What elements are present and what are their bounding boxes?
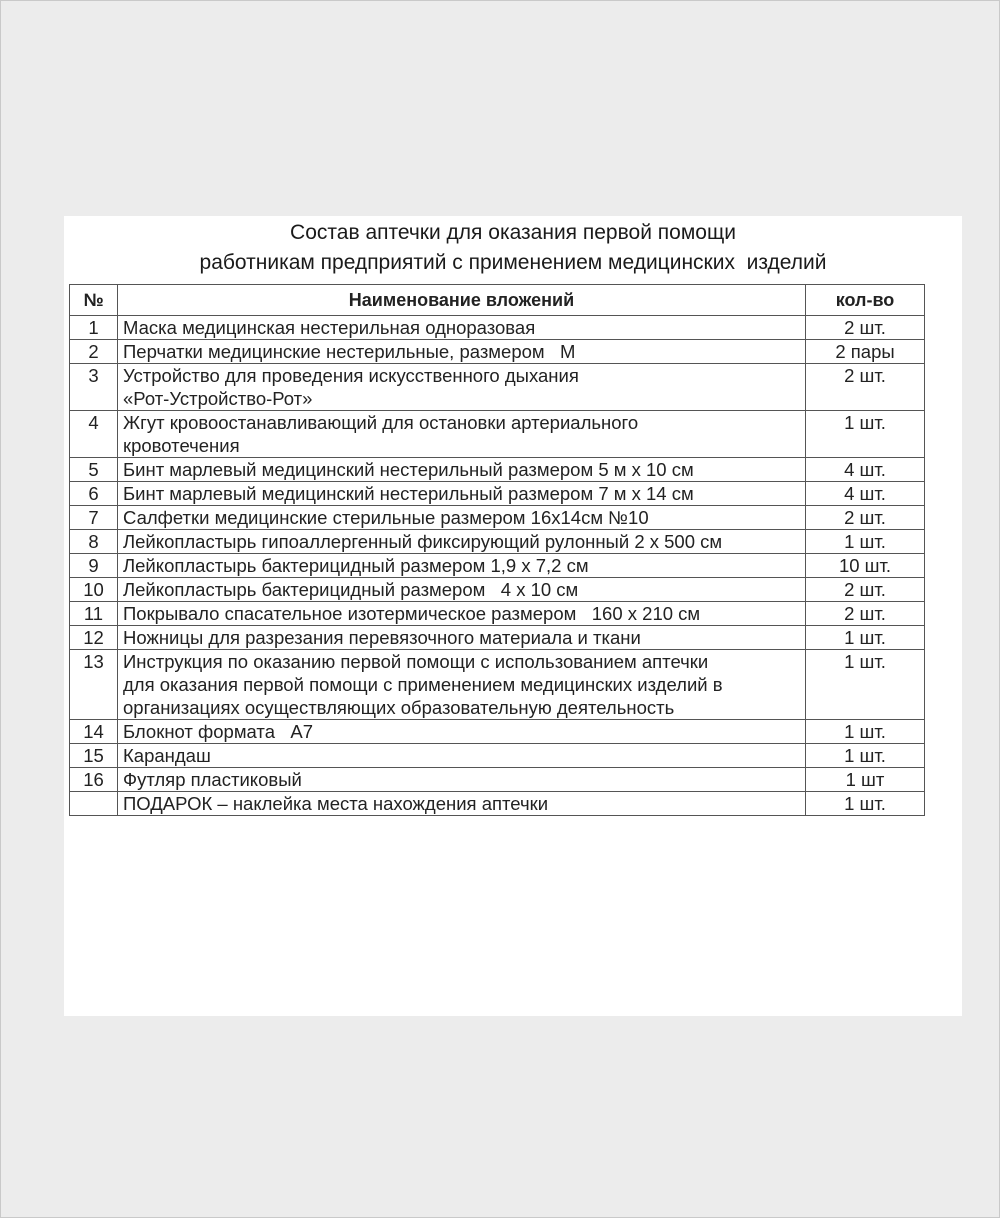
table-row	[70, 578, 925, 602]
table-header-row	[70, 285, 925, 316]
table-row	[70, 411, 925, 458]
table-row	[70, 316, 925, 340]
table-row	[70, 364, 925, 411]
row-number: 16	[70, 768, 118, 792]
row-number: 7	[70, 506, 118, 530]
kit-contents-table	[69, 284, 925, 816]
row-name: Лейкопластырь гипоаллергенный фиксирующий рулонный 2 х 500 см	[118, 530, 806, 554]
row-quantity: 2 шт.	[806, 578, 925, 602]
row-number: 3	[70, 364, 118, 411]
row-quantity: 1 шт.	[806, 792, 925, 816]
table-row	[70, 768, 925, 792]
row-number: 5	[70, 458, 118, 482]
table-row	[70, 458, 925, 482]
title-line-2: работникам предприятий с применением медицинских изделий	[199, 251, 827, 274]
row-quantity: 2 шт.	[806, 316, 925, 340]
row-number: 6	[70, 482, 118, 506]
row-name: Бинт марлевый медицинский нестерильный размером 7 м х 14 см	[118, 482, 806, 506]
row-number: 15	[70, 744, 118, 768]
row-quantity: 4 шт.	[806, 482, 925, 506]
title-line-1: Состав аптечки для оказания первой помощи	[290, 221, 736, 244]
document-title	[64, 218, 962, 278]
row-name: Салфетки медицинские стерильные размером 16х14см №10	[118, 506, 806, 530]
row-quantity: 1 шт.	[806, 650, 925, 720]
row-quantity: 2 пары	[806, 340, 925, 364]
row-number: 4	[70, 411, 118, 458]
row-name: Маска медицинская нестерильная одноразовая	[118, 316, 806, 340]
row-name: Блокнот формата А7	[118, 720, 806, 744]
row-quantity: 1 шт.	[806, 530, 925, 554]
table-row	[70, 506, 925, 530]
row-number: 2	[70, 340, 118, 364]
row-number	[70, 792, 118, 816]
row-number: 12	[70, 626, 118, 650]
document-sheet	[64, 216, 962, 1016]
header-name: Наименование вложений	[118, 285, 806, 316]
row-name: Ножницы для разрезания перевязочного материала и ткани	[118, 626, 806, 650]
row-quantity: 1 шт	[806, 768, 925, 792]
row-number: 1	[70, 316, 118, 340]
row-quantity: 1 шт.	[806, 626, 925, 650]
row-number: 8	[70, 530, 118, 554]
row-quantity: 1 шт.	[806, 744, 925, 768]
row-name: Лейкопластырь бактерицидный размером 1,9 х 7,2 см	[118, 554, 806, 578]
table-row	[70, 602, 925, 626]
row-name: Покрывало спасательное изотермическое размером 160 х 210 см	[118, 602, 806, 626]
row-name: ПОДАРОК – наклейка места нахождения аптечки	[118, 792, 806, 816]
row-quantity: 1 шт.	[806, 720, 925, 744]
row-name: Бинт марлевый медицинский нестерильный размером 5 м х 10 см	[118, 458, 806, 482]
row-quantity: 10 шт.	[806, 554, 925, 578]
row-quantity: 2 шт.	[806, 364, 925, 411]
row-name: Устройство для проведения искусственного дыхания «Рот-Устройство-Рот»	[118, 364, 806, 411]
table-row	[70, 554, 925, 578]
header-quantity: кол-во	[806, 285, 925, 316]
row-name: Перчатки медицинские нестерильные, размером М	[118, 340, 806, 364]
row-quantity: 2 шт.	[806, 602, 925, 626]
row-number: 14	[70, 720, 118, 744]
row-quantity: 4 шт.	[806, 458, 925, 482]
row-quantity: 2 шт.	[806, 506, 925, 530]
row-quantity: 1 шт.	[806, 411, 925, 458]
table-row	[70, 720, 925, 744]
row-number: 10	[70, 578, 118, 602]
row-name: Жгут кровоостанавливающий для остановки артериального кровотечения	[118, 411, 806, 458]
row-name: Футляр пластиковый	[118, 768, 806, 792]
table-row	[70, 650, 925, 720]
row-name: Лейкопластырь бактерицидный размером 4 х 10 см	[118, 578, 806, 602]
table-body	[70, 316, 925, 816]
header-number: №	[70, 285, 118, 316]
row-number: 9	[70, 554, 118, 578]
row-number: 11	[70, 602, 118, 626]
table-row	[70, 340, 925, 364]
row-name: Инструкция по оказанию первой помощи с использованием аптечки для оказания первой помощи с применением медицинских изделий в организациях осуществляющих образовательную деятельность	[118, 650, 806, 720]
table-row	[70, 744, 925, 768]
row-name: Карандаш	[118, 744, 806, 768]
table-row	[70, 530, 925, 554]
row-number: 13	[70, 650, 118, 720]
table-row	[70, 626, 925, 650]
table-row	[70, 482, 925, 506]
table-row	[70, 792, 925, 816]
